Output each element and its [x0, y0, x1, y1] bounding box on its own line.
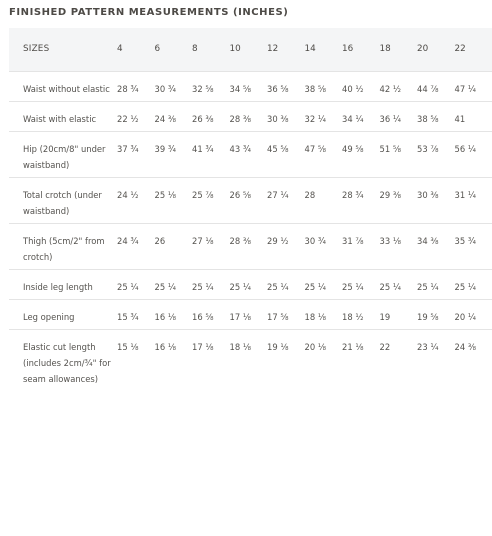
measurement-cell: 24 ⅜: [454, 341, 476, 352]
measurement-cell: 16 ⅛: [154, 341, 176, 352]
size-header: 22: [455, 28, 492, 71]
measurement-cell: 41: [454, 113, 466, 124]
measurement-cell: 29 ⅜: [379, 189, 401, 200]
measurement-cell: 34 ⅝: [229, 83, 251, 94]
measurement-cell: 36 ¼: [379, 113, 401, 124]
size-header: 4: [117, 28, 155, 71]
size-header: 18: [380, 28, 418, 71]
measurement-cell: 22: [379, 341, 391, 352]
measurement-cell: 38 ⅝: [417, 113, 439, 124]
measurement-cell: 25 ¼: [304, 281, 326, 292]
measurement-cell: 25 ¼: [192, 281, 214, 292]
measurement-cell: 27 ⅛: [192, 235, 214, 246]
measurement-cell: 41 ¾: [192, 143, 214, 154]
size-header: 6: [155, 28, 193, 71]
measurement-cell: 32 ⅝: [192, 83, 214, 94]
measurement-cell: 24 ⅜: [154, 113, 176, 124]
table-row: [9, 223, 492, 269]
table-title: FINISHED PATTERN MEASUREMENTS (INCHES): [9, 7, 289, 18]
measurement-cell: 35 ¾: [454, 235, 476, 246]
size-header: 20: [417, 28, 455, 71]
measurement-cell: 19: [379, 311, 391, 322]
measurement-cell: 33 ⅛: [379, 235, 401, 246]
measurement-cell: 25 ¼: [417, 281, 439, 292]
measurement-cell: 25 ¼: [154, 281, 176, 292]
table-row: [9, 71, 492, 101]
table-row: [9, 177, 492, 223]
measurement-cell: 34 ⅜: [417, 235, 439, 246]
measurement-cell: 22 ½: [117, 113, 139, 124]
header-row: [9, 28, 492, 71]
measurement-cell: 19 ⅛: [267, 341, 289, 352]
measurement-cell: 20 ⅛: [304, 341, 326, 352]
measurement-cell: 25 ¼: [454, 281, 476, 292]
measurement-cell: 25 ⅞: [192, 189, 214, 200]
measurement-cell: 40 ½: [342, 83, 364, 94]
measurement-cell: 16 ⅝: [192, 311, 214, 322]
row-label: Elastic cut length (includes 2cm/¾" for seam allowances): [23, 341, 111, 384]
measurement-cell: 28 ⅜: [229, 113, 251, 124]
measurement-cell: 16 ⅛: [154, 311, 176, 322]
row-label: Thigh (5cm/2" from crotch): [23, 235, 105, 262]
table-row: [9, 329, 492, 391]
measurement-cell: 18 ⅛: [304, 311, 326, 322]
size-header: 12: [267, 28, 305, 71]
measurement-cell: 15 ⅛: [117, 341, 139, 352]
table-row: [9, 131, 492, 177]
measurement-cell: 38 ⅝: [304, 83, 326, 94]
measurement-cell: 53 ⅞: [417, 143, 439, 154]
measurement-cell: 17 ⅛: [192, 341, 214, 352]
measurement-cell: 19 ⅝: [417, 311, 439, 322]
measurement-cell: 28 ¾: [342, 189, 364, 200]
measurement-cell: 30 ¾: [154, 83, 176, 94]
size-header: 14: [305, 28, 343, 71]
measurement-cell: 30 ⅜: [417, 189, 439, 200]
row-label: Inside leg length: [23, 281, 93, 292]
table-row: [9, 101, 492, 131]
row-label: Leg opening: [23, 311, 75, 322]
measurement-cell: 28 ¾: [117, 83, 139, 94]
measurement-cell: 47 ⅝: [304, 143, 326, 154]
measurement-cell: 31 ⅞: [342, 235, 364, 246]
measurement-cell: 18 ⅛: [229, 341, 251, 352]
measurement-cell: 25 ⅛: [154, 189, 176, 200]
measurement-cell: 25 ¼: [267, 281, 289, 292]
measurement-cell: 28 ⅜: [229, 235, 251, 246]
measurement-cell: 17 ⅛: [229, 311, 251, 322]
measurement-cell: 42 ½: [379, 83, 401, 94]
measurement-cell: 31 ¼: [454, 189, 476, 200]
row-label: Waist with elastic: [23, 113, 97, 124]
measurement-cell: 34 ¼: [342, 113, 364, 124]
measurement-cell: 24 ¾: [117, 235, 139, 246]
sizes-header: SIZES: [9, 28, 117, 71]
measurement-cell: 28: [304, 189, 316, 200]
size-header: 10: [230, 28, 268, 71]
measurement-cell: 30 ¾: [304, 235, 326, 246]
measurement-cell: 36 ⅝: [267, 83, 289, 94]
measurement-cell: 29 ½: [267, 235, 289, 246]
measurement-cell: 26 ⅝: [229, 189, 251, 200]
measurement-cell: 17 ⅝: [267, 311, 289, 322]
measurement-cell: 44 ⅞: [417, 83, 439, 94]
measurement-cell: 49 ⅝: [342, 143, 364, 154]
measurement-cell: 45 ⅝: [267, 143, 289, 154]
measurement-cell: 27 ¼: [267, 189, 289, 200]
row-label: Total crotch (under waistband): [23, 189, 102, 216]
measurements-table: [9, 28, 492, 391]
measurement-cell: 25 ¼: [342, 281, 364, 292]
table-row: [9, 269, 492, 299]
measurement-cell: 26 ⅜: [192, 113, 214, 124]
measurement-cell: 39 ¾: [154, 143, 176, 154]
measurement-cell: 25 ¼: [379, 281, 401, 292]
measurement-cell: 47 ¼: [454, 83, 476, 94]
measurement-cell: 24 ½: [117, 189, 139, 200]
table-row: [9, 299, 492, 329]
table-body: [9, 71, 492, 391]
measurement-cell: 26: [154, 235, 166, 246]
measurement-cell: 37 ¾: [117, 143, 139, 154]
size-header: 8: [192, 28, 230, 71]
measurement-cell: 43 ¾: [229, 143, 251, 154]
measurement-cell: 21 ⅛: [342, 341, 364, 352]
measurement-cell: 15 ¾: [117, 311, 139, 322]
measurement-cell: 30 ⅜: [267, 113, 289, 124]
row-label: Hip (20cm/8" under waistband): [23, 143, 106, 170]
measurement-cell: 25 ¼: [229, 281, 251, 292]
measurement-cell: 51 ⅝: [379, 143, 401, 154]
size-header: 16: [342, 28, 380, 71]
measurement-cell: 20 ¼: [454, 311, 476, 322]
measurement-cell: 18 ½: [342, 311, 364, 322]
measurement-cell: 32 ¼: [304, 113, 326, 124]
measurement-cell: 25 ¼: [117, 281, 139, 292]
measurement-cell: 56 ¼: [454, 143, 476, 154]
measurement-cell: 23 ¼: [417, 341, 439, 352]
row-label: Waist without elastic: [23, 83, 110, 94]
